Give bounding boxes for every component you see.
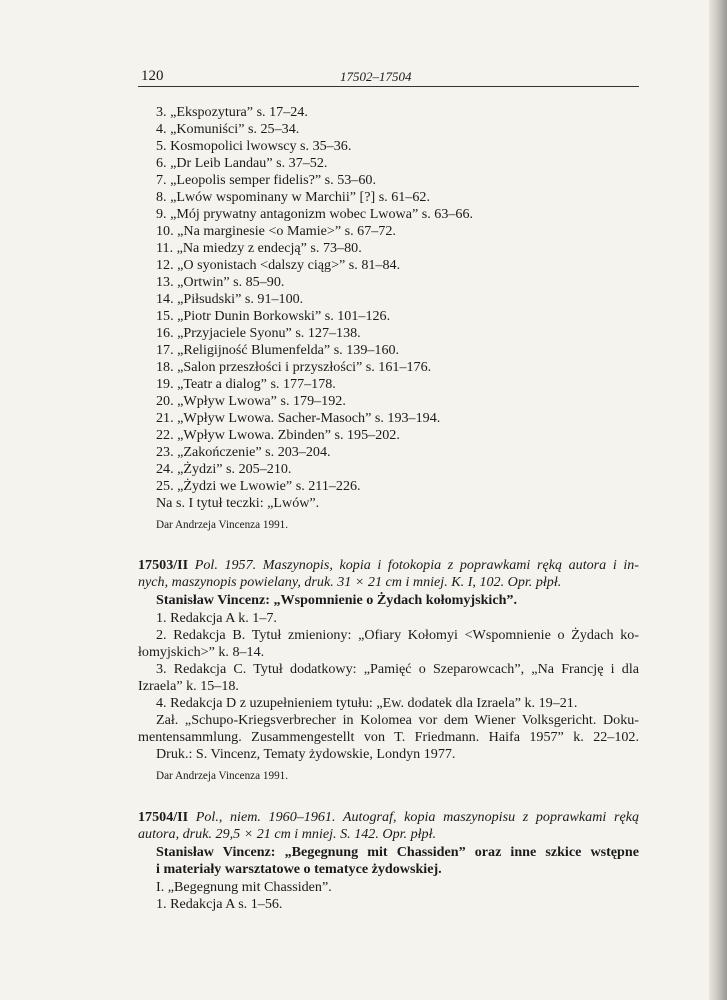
list-item: 23. „Zakończenie” s. 203–204.	[156, 444, 331, 460]
list-item: 8. „Lwów wspominany w Marchii” [?] s. 61–62.	[156, 189, 430, 205]
list-item: 20. „Wpływ Lwowa” s. 179–192.	[156, 393, 346, 409]
entry-description-text: nych, maszynopis powielany, druk. 31 × 21 cm i mniej. K. I, 102. Opr. płpł.	[138, 574, 562, 590]
list-item: 9. „Mój prywatny antagonizm wobec Lwowa” s. 63–66.	[156, 206, 474, 222]
header-rule	[138, 86, 639, 87]
list-item: 21. „Wpływ Lwowa. Sacher-Masoch” s. 193–194.	[156, 410, 441, 426]
list-item: łomyjskich>” k. 8–14.	[138, 644, 265, 660]
entry-number: 17504/II	[138, 809, 189, 825]
donation-note: Dar Andrzeja Vincenza 1991.	[156, 770, 289, 782]
list-item: 3. „Ekspozytura” s. 17–24.	[156, 104, 308, 120]
list-item: 11. „Na miedzy z endecją” s. 73–80.	[156, 240, 362, 256]
list-item: 4. Redakcja D z uzupełnieniem tytułu: „Ew. dodatek dla Izraela” k. 19–21.	[156, 695, 578, 711]
list-item: 14. „Piłsudski” s. 91–100.	[156, 291, 304, 307]
list-item: 15. „Piotr Dunin Borkowski” s. 101–126.	[156, 308, 391, 324]
list-item: 25. „Żydzi we Lwowie” s. 211–226.	[156, 478, 361, 494]
entry-number: 17503/II	[138, 557, 189, 573]
list-item: 22. „Wpływ Lwowa. Zbinden” s. 195–202.	[156, 427, 400, 443]
list-item: mentensammlung. Zusammengestellt von T. Friedmann. Haifa 1957” k. 22–102.	[138, 729, 639, 745]
list-item: 18. „Salon przeszłości i przyszłości” s. 161–176.	[156, 359, 432, 375]
list-item: 7. „Leopolis semper fidelis?” s. 53–60.	[156, 172, 376, 188]
list-item: 17. „Religijność Blumenfelda” s. 139–160.	[156, 342, 400, 358]
book-spine-edge	[709, 0, 727, 1000]
list-item: 3. Redakcja C. Tytuł dodatkowy: „Pamięć o Szeparowcach”, „Na Francję i dla	[156, 661, 639, 677]
entry-title: Stanisław Vincenz: „Begegnung mit Chassiden” oraz inne szkice wstępne	[156, 844, 639, 860]
list-item: 1. Redakcja A s. 1–56.	[156, 896, 283, 912]
list-item: Zał. „Schupo-Kriegsverbrecher in Kolomea vor dem Wiener Volksgericht. Doku-	[156, 712, 639, 728]
list-item: 24. „Żydzi” s. 205–210.	[156, 461, 292, 477]
list-item: I. „Begegnung mit Chassiden”.	[156, 879, 332, 895]
entry-description-text: autora, druk. 29,5 × 21 cm i mniej. S. 142. Opr. płpł.	[138, 826, 437, 842]
donation-note: Dar Andrzeja Vincenza 1991.	[156, 519, 289, 531]
list-item: 16. „Przyjaciele Syonu” s. 127–138.	[156, 325, 361, 341]
list-item: 5. Kosmopolici lwowscy s. 35–36.	[156, 138, 352, 154]
list-item: 19. „Teatr a dialog” s. 177–178.	[156, 376, 336, 392]
entry-title: i materiały warsztatowe o tematyce żydowskiej.	[156, 861, 442, 877]
list-item: 13. „Ortwin” s. 85–90.	[156, 274, 285, 290]
list-item: 12. „O syonistach <dalszy ciąg>” s. 81–84.	[156, 257, 401, 273]
list-item: 6. „Dr Leib Landau” s. 37–52.	[156, 155, 328, 171]
list-item: Izraela” k. 15–18.	[138, 678, 239, 694]
list-item: Druk.: S. Vincenz, Tematy żydowskie, Londyn 1977.	[156, 746, 456, 762]
entry-description-text: Pol. 1957. Maszynopis, kopia i fotokopia z poprawkami ręką autora i in-	[194, 557, 639, 573]
list-item: 1. Redakcja A k. 1–7.	[156, 610, 277, 626]
entry-description-text: Pol., niem. 1960–1961. Autograf, kopia maszynopisu z poprawkami ręką	[195, 809, 639, 825]
list-item: 4. „Komuniści” s. 25–34.	[156, 121, 300, 137]
list-item: Na s. I tytuł teczki: „Lwów”.	[156, 495, 320, 511]
entry-description	[138, 557, 639, 574]
list-item: 10. „Na marginesie <o Mamie>” s. 67–72.	[156, 223, 396, 239]
running-title: 17502–17504	[340, 69, 412, 84]
page-number: 120	[141, 68, 164, 84]
entry-description	[138, 809, 639, 826]
entry-title: Stanisław Vincenz: „Wspomnienie o Żydach kołomyjskich”.	[156, 592, 518, 608]
list-item: 2. Redakcja B. Tytuł zmieniony: „Ofiary Kołomyi <Wspomnienie o Żydach ko-	[156, 627, 639, 643]
